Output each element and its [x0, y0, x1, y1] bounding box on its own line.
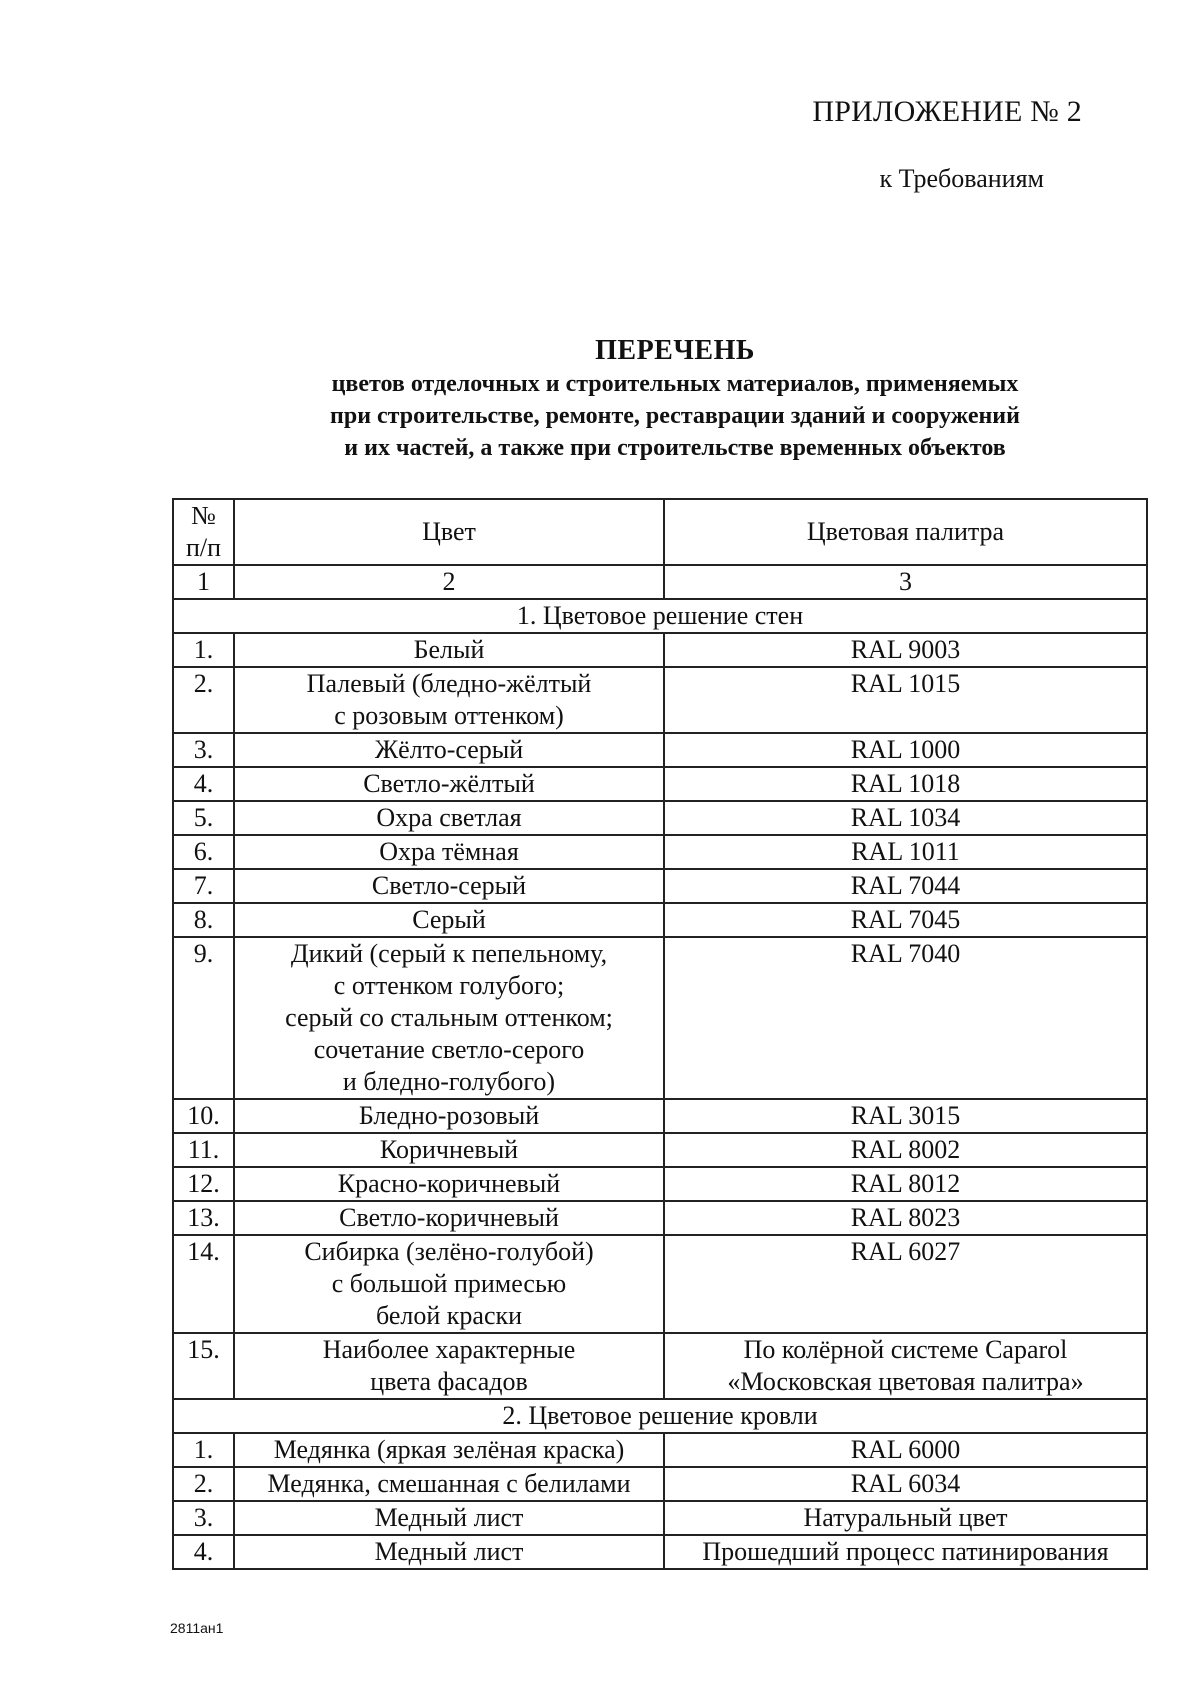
color-list-table	[172, 498, 1148, 1570]
color-name-cell	[234, 903, 664, 937]
color-name-line: Светло-жёлтый	[363, 769, 535, 798]
column-number-row	[173, 565, 1147, 599]
section-row	[173, 599, 1147, 633]
palette-cell	[664, 1467, 1147, 1501]
color-name-line: Медный лист	[374, 1537, 524, 1566]
palette-cell	[664, 869, 1147, 903]
table-row	[173, 1235, 1147, 1333]
palette-line: RAL 1000	[850, 735, 961, 764]
palette-line: RAL 1011	[851, 837, 960, 866]
column-number-cell: 2	[234, 565, 664, 599]
palette-cell	[664, 801, 1147, 835]
section-title: 1. Цветовое решение стен	[173, 599, 1147, 633]
palette-line: RAL 7045	[850, 905, 961, 934]
color-name-line: белой краски	[375, 1301, 523, 1330]
palette-line: «Московская цветовая палитра»	[727, 1367, 1084, 1396]
palette-cell	[664, 1535, 1147, 1569]
color-name-line: с розовым оттенком)	[334, 701, 564, 730]
row-number: 9.	[173, 937, 234, 1099]
color-name-line: Коричневый	[379, 1135, 519, 1164]
color-name-line: Серый	[412, 905, 486, 934]
color-name-line: и бледно-голубого)	[342, 1067, 556, 1096]
row-number: 15.	[173, 1333, 234, 1399]
section-row	[173, 1399, 1147, 1433]
palette-line: Прошедший процесс патинирования	[702, 1537, 1109, 1566]
palette-cell	[664, 633, 1147, 667]
header-num-line1: №	[191, 501, 216, 530]
row-number: 14.	[173, 1235, 234, 1333]
row-number: 13.	[173, 1201, 234, 1235]
color-name-cell	[234, 1099, 664, 1133]
palette-line: RAL 7040	[850, 939, 961, 968]
color-name-line: Палевый (бледно-жёлтый	[306, 669, 592, 698]
row-number: 7.	[173, 869, 234, 903]
color-name-line: Сибирка (зелёно-голубой)	[304, 1237, 594, 1266]
palette-cell	[664, 1333, 1147, 1399]
row-number: 1.	[173, 633, 234, 667]
color-name-line: с большой примесью	[331, 1269, 567, 1298]
row-number: 3.	[173, 1501, 234, 1535]
palette-line: RAL 6034	[850, 1469, 961, 1498]
color-name-cell	[234, 869, 664, 903]
color-name-cell	[234, 633, 664, 667]
palette-cell	[664, 1133, 1147, 1167]
header-num-cell	[173, 499, 234, 565]
palette-line: RAL 1018	[850, 769, 961, 798]
color-name-cell	[234, 1235, 664, 1333]
row-number: 1.	[173, 1433, 234, 1467]
palette-cell	[664, 1099, 1147, 1133]
palette-cell	[664, 733, 1147, 767]
color-name-line: Бледно-розовый	[358, 1101, 540, 1130]
row-number: 3.	[173, 733, 234, 767]
color-name-cell	[234, 1535, 664, 1569]
column-number-cell: 3	[664, 565, 1147, 599]
palette-cell	[664, 835, 1147, 869]
color-name-line: Охра светлая	[376, 803, 522, 832]
color-name-line: Жёлто-серый	[374, 735, 524, 764]
table-row	[173, 733, 1147, 767]
header-palette-cell: Цветовая палитра	[664, 499, 1147, 565]
color-name-cell	[234, 733, 664, 767]
palette-cell	[664, 767, 1147, 801]
column-number-cell: 1	[173, 565, 234, 599]
subtitle-line: и их частей, а также при строительстве временных объектов	[344, 435, 1006, 461]
palette-line: RAL 6027	[850, 1237, 961, 1266]
palette-line: RAL 1034	[850, 803, 961, 832]
table-row	[173, 1099, 1147, 1133]
row-number: 5.	[173, 801, 234, 835]
color-name-cell	[234, 667, 664, 733]
color-name-line: Охра тёмная	[379, 837, 519, 866]
table-header-row	[173, 499, 1147, 565]
palette-line: RAL 1015	[850, 669, 961, 698]
row-number: 2.	[173, 1467, 234, 1501]
color-name-line: Медянка, смешанная с белилами	[267, 1469, 631, 1498]
color-name-line: Медянка (яркая зелёная краска)	[273, 1435, 625, 1464]
row-number: 8.	[173, 903, 234, 937]
color-name-line: с оттенком голубого;	[333, 971, 565, 1000]
title-block	[150, 334, 1200, 464]
color-name-cell	[234, 801, 664, 835]
color-name-line: сочетание светло-серого	[313, 1035, 585, 1064]
color-name-line: цвета фасадов	[370, 1367, 528, 1396]
table-row	[173, 1433, 1147, 1467]
to-requirements-label: к Требованиям	[879, 164, 1044, 193]
table-row	[173, 1467, 1147, 1501]
palette-line: Натуральный цвет	[803, 1503, 1008, 1532]
palette-cell	[664, 1501, 1147, 1535]
table-row	[173, 767, 1147, 801]
section-title: 2. Цветовое решение кровли	[173, 1399, 1147, 1433]
color-name-line: Наиболее характерные	[322, 1335, 576, 1364]
color-name-cell	[234, 835, 664, 869]
palette-cell	[664, 1167, 1147, 1201]
header-num-line2: п/п	[185, 533, 222, 562]
row-number: 4.	[173, 767, 234, 801]
table-row	[173, 667, 1147, 733]
table-row	[173, 1133, 1147, 1167]
subtitle-line: цветов отделочных и строительных материалов, применяемых	[331, 371, 1019, 397]
color-name-cell	[234, 1501, 664, 1535]
color-name-line: Светло-коричневый	[339, 1203, 559, 1232]
color-name-cell	[234, 1167, 664, 1201]
page-title: ПЕРЕЧЕНЬ	[595, 335, 755, 366]
row-number: 12.	[173, 1167, 234, 1201]
palette-cell	[664, 667, 1147, 733]
palette-cell	[664, 1235, 1147, 1333]
palette-line: RAL 7044	[850, 871, 961, 900]
subtitle-line: при строительстве, ремонте, реставрации зданий и сооружений	[330, 403, 1020, 429]
palette-cell	[664, 1433, 1147, 1467]
color-name-line: серый со стальным оттенком;	[285, 1003, 613, 1032]
color-name-cell	[234, 767, 664, 801]
color-name-cell	[234, 1133, 664, 1167]
color-name-cell	[234, 937, 664, 1099]
palette-line: RAL 9003	[850, 635, 961, 664]
palette-line: RAL 8012	[850, 1169, 961, 1198]
color-name-cell	[234, 1333, 664, 1399]
palette-line: RAL 3015	[850, 1101, 961, 1130]
table-row	[173, 1201, 1147, 1235]
row-number: 10.	[173, 1099, 234, 1133]
color-name-cell	[234, 1433, 664, 1467]
color-name-line: Белый	[413, 635, 485, 664]
palette-line: RAL 8002	[850, 1135, 961, 1164]
palette-line: RAL 6000	[850, 1435, 961, 1464]
row-number: 4.	[173, 1535, 234, 1569]
table-row	[173, 633, 1147, 667]
table-row	[173, 1501, 1147, 1535]
color-name-line: Медный лист	[374, 1503, 524, 1532]
table-row	[173, 801, 1147, 835]
table-row	[173, 1333, 1147, 1399]
table-row	[173, 1167, 1147, 1201]
color-name-cell	[234, 1467, 664, 1501]
appendix-label: ПРИЛОЖЕНИЕ № 2	[812, 95, 1082, 128]
table-row	[173, 869, 1147, 903]
table-row	[173, 1535, 1147, 1569]
header-color-cell: Цвет	[234, 499, 664, 565]
table-row	[173, 903, 1147, 937]
row-number: 11.	[173, 1133, 234, 1167]
palette-line: По колёрной системе Caparol	[743, 1335, 1068, 1364]
color-name-cell	[234, 1201, 664, 1235]
color-name-line: Красно-коричневый	[337, 1169, 561, 1198]
palette-cell	[664, 903, 1147, 937]
row-number: 6.	[173, 835, 234, 869]
palette-line: RAL 8023	[850, 1203, 961, 1232]
color-name-line: Дикий (серый к пепельному,	[290, 939, 608, 968]
palette-cell	[664, 1201, 1147, 1235]
color-name-line: Светло-серый	[371, 871, 527, 900]
table-row	[173, 835, 1147, 869]
table-row	[173, 937, 1147, 1099]
palette-cell	[664, 937, 1147, 1099]
document-code: 2811ан1	[170, 1620, 224, 1636]
row-number: 2.	[173, 667, 234, 733]
